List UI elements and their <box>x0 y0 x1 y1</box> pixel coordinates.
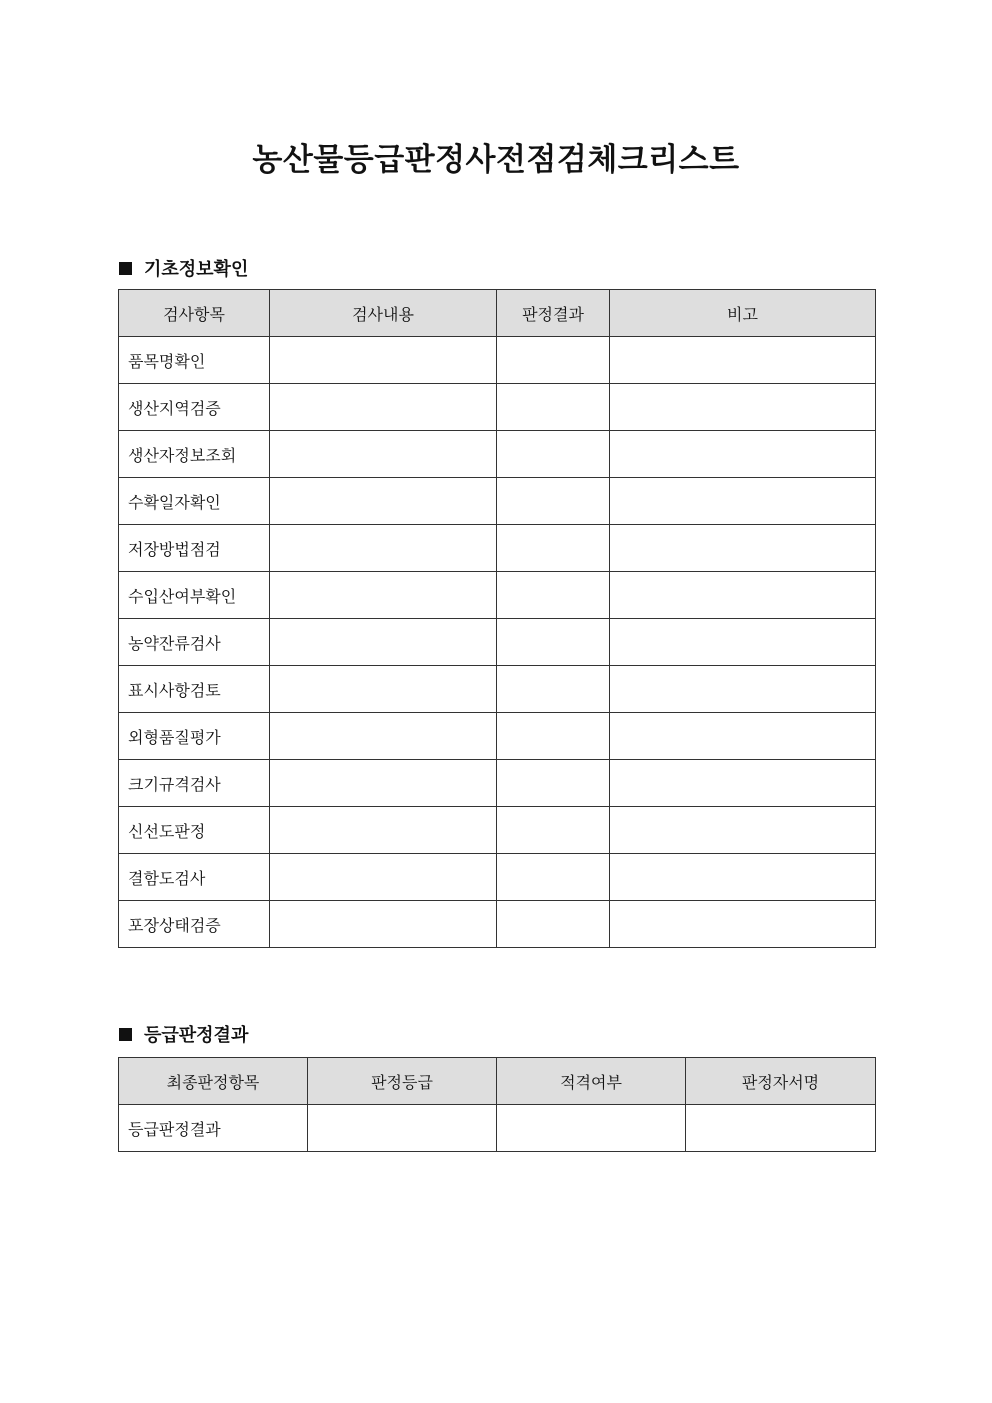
table-header-row <box>119 1058 876 1105</box>
grade-result-table <box>118 1057 876 1152</box>
section-grade-result-heading <box>119 1021 248 1047</box>
remarks-cell[interactable] <box>610 337 876 384</box>
inspection-content-cell[interactable] <box>270 431 497 478</box>
inspection-content-cell[interactable] <box>270 807 497 854</box>
remarks-cell[interactable] <box>610 760 876 807</box>
table-row <box>119 572 876 619</box>
section-basic-info-label: 기초정보확인 <box>144 259 249 280</box>
table-row <box>119 713 876 760</box>
inspection-content-cell[interactable] <box>270 478 497 525</box>
table-row <box>119 1105 876 1152</box>
table-row <box>119 854 876 901</box>
judgment-result-cell[interactable] <box>497 901 610 948</box>
inspection-content-cell[interactable] <box>270 525 497 572</box>
table-row <box>119 478 876 525</box>
judgment-result-cell[interactable] <box>497 760 610 807</box>
table-row <box>119 901 876 948</box>
col-header-signature: 판정자서명 <box>686 1058 876 1105</box>
remarks-cell[interactable] <box>610 619 876 666</box>
inspection-content-cell[interactable] <box>270 854 497 901</box>
judgment-result-cell[interactable] <box>497 572 610 619</box>
section-basic-info-heading <box>119 255 248 281</box>
inspection-content-cell[interactable] <box>270 666 497 713</box>
basic-info-table-body <box>119 337 876 948</box>
col-header-eligibility: 적격여부 <box>497 1058 686 1105</box>
grade-cell[interactable] <box>308 1105 497 1152</box>
table-row <box>119 619 876 666</box>
judgment-result-cell[interactable] <box>497 431 610 478</box>
judgment-result-cell[interactable] <box>497 713 610 760</box>
row-item-label: 농약잔류검사 <box>119 619 270 666</box>
col-header-judgment-result: 판정결과 <box>497 290 610 337</box>
table-row <box>119 431 876 478</box>
row-item-label: 수입산여부확인 <box>119 572 270 619</box>
basic-info-table <box>118 289 876 948</box>
row-item-label: 크기규격검사 <box>119 760 270 807</box>
row-item-label: 생산자정보조회 <box>119 431 270 478</box>
inspection-content-cell[interactable] <box>270 384 497 431</box>
square-bullet-icon <box>119 262 132 275</box>
remarks-cell[interactable] <box>610 525 876 572</box>
row-item-label: 결함도검사 <box>119 854 270 901</box>
judgment-result-cell[interactable] <box>497 666 610 713</box>
judgment-result-cell[interactable] <box>497 384 610 431</box>
signature-cell[interactable] <box>686 1105 876 1152</box>
table-row <box>119 760 876 807</box>
table-row <box>119 525 876 572</box>
col-header-remarks: 비고 <box>610 290 876 337</box>
row-item-label: 표시사항검토 <box>119 666 270 713</box>
row-item-label: 신선도판정 <box>119 807 270 854</box>
table-row <box>119 384 876 431</box>
row-item-label: 포장상태검증 <box>119 901 270 948</box>
col-header-inspection-item: 검사항목 <box>119 290 270 337</box>
judgment-result-cell[interactable] <box>497 854 610 901</box>
judgment-result-cell[interactable] <box>497 525 610 572</box>
inspection-content-cell[interactable] <box>270 619 497 666</box>
row-item-label: 등급판정결과 <box>119 1105 308 1152</box>
table-row <box>119 807 876 854</box>
table-row <box>119 337 876 384</box>
row-item-label: 품목명확인 <box>119 337 270 384</box>
table-row <box>119 666 876 713</box>
judgment-result-cell[interactable] <box>497 619 610 666</box>
remarks-cell[interactable] <box>610 713 876 760</box>
row-item-label: 외형품질평가 <box>119 713 270 760</box>
remarks-cell[interactable] <box>610 431 876 478</box>
judgment-result-cell[interactable] <box>497 807 610 854</box>
row-item-label: 수확일자확인 <box>119 478 270 525</box>
inspection-content-cell[interactable] <box>270 337 497 384</box>
judgment-result-cell[interactable] <box>497 478 610 525</box>
col-header-final-item: 최종판정항목 <box>119 1058 308 1105</box>
remarks-cell[interactable] <box>610 572 876 619</box>
remarks-cell[interactable] <box>610 901 876 948</box>
remarks-cell[interactable] <box>610 666 876 713</box>
inspection-content-cell[interactable] <box>270 572 497 619</box>
col-header-inspection-content: 검사내용 <box>270 290 497 337</box>
row-item-label: 저장방법점검 <box>119 525 270 572</box>
remarks-cell[interactable] <box>610 854 876 901</box>
remarks-cell[interactable] <box>610 384 876 431</box>
remarks-cell[interactable] <box>610 478 876 525</box>
row-item-label: 생산지역검증 <box>119 384 270 431</box>
col-header-grade: 판정등급 <box>308 1058 497 1105</box>
document-title: 농산물등급판정사전점검체크리스트 <box>252 142 740 178</box>
inspection-content-cell[interactable] <box>270 901 497 948</box>
judgment-result-cell[interactable] <box>497 337 610 384</box>
inspection-content-cell[interactable] <box>270 713 497 760</box>
table-header-row <box>119 290 876 337</box>
section-grade-result-label: 등급판정결과 <box>144 1025 249 1046</box>
inspection-content-cell[interactable] <box>270 760 497 807</box>
grade-result-table-body <box>119 1105 876 1152</box>
remarks-cell[interactable] <box>610 807 876 854</box>
eligibility-cell[interactable] <box>497 1105 686 1152</box>
square-bullet-icon <box>119 1028 132 1041</box>
